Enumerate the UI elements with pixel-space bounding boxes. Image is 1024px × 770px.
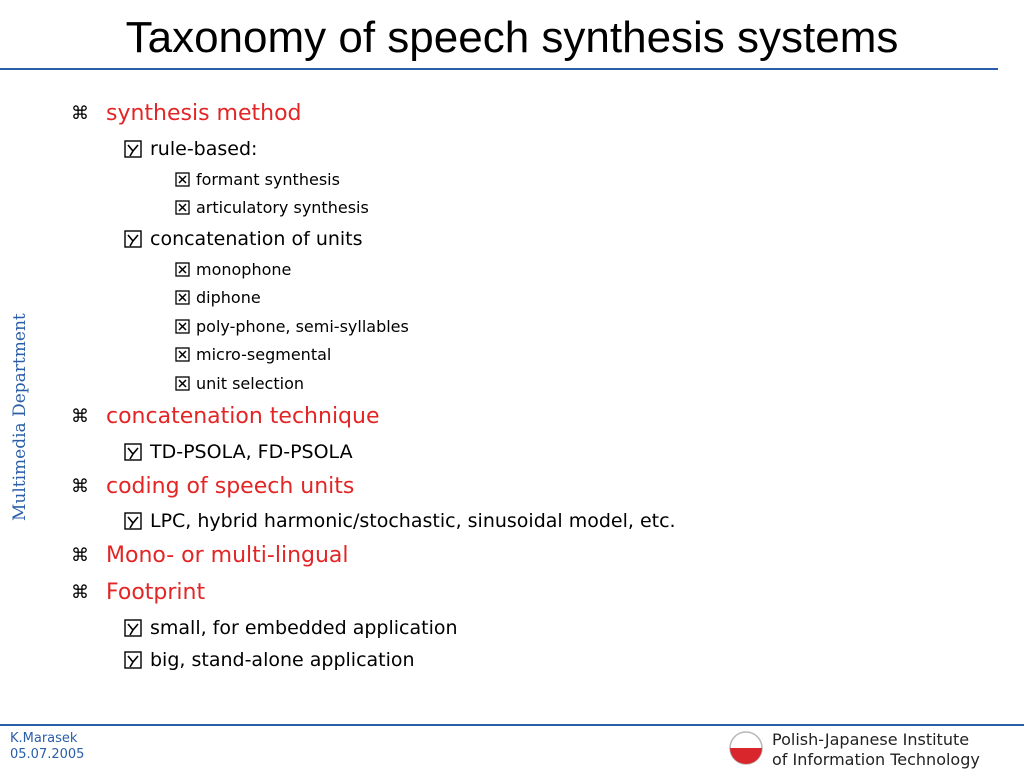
outline-item-concatenation-units xyxy=(124,228,363,250)
footer-credits xyxy=(10,731,84,763)
command-key-icon: ⌘ xyxy=(71,476,89,497)
outline-item-articulatory xyxy=(175,198,369,217)
cross-box-icon xyxy=(175,290,190,305)
outline-item-monophone xyxy=(175,260,291,279)
outline-item-label: formant synthesis xyxy=(196,170,340,189)
outline-item-concatenation-technique xyxy=(70,404,380,429)
outline-item-label: coding of speech units xyxy=(106,474,355,499)
outline-item-label: articulatory synthesis xyxy=(196,198,369,217)
outline-item-mono-multi xyxy=(70,543,349,568)
outline-item-label: monophone xyxy=(196,260,292,279)
cross-box-icon xyxy=(175,347,190,362)
outline-item-lpc xyxy=(124,510,676,532)
outline-item-label: big, stand-alone application xyxy=(150,649,415,671)
institute-name xyxy=(772,730,980,770)
logo-circle-icon xyxy=(728,730,764,770)
outline-item-footprint xyxy=(70,580,205,605)
institute-name-line2: of Information Technology xyxy=(772,750,980,769)
outline-item-label: concatenation of units xyxy=(150,228,363,250)
footer-divider xyxy=(0,724,1024,726)
command-key-icon: ⌘ xyxy=(71,103,89,124)
outline-item-label: Footprint xyxy=(106,580,206,605)
outline-item-label: Mono- or multi-lingual xyxy=(106,543,349,568)
cross-box-icon xyxy=(175,200,190,215)
outline-item-label: rule-based: xyxy=(150,138,258,160)
cross-box-icon xyxy=(175,172,190,187)
outline-item-label: unit selection xyxy=(196,374,304,393)
outline-item-small xyxy=(124,617,458,639)
outline-item-formant xyxy=(175,170,340,189)
check-box-icon xyxy=(124,512,142,530)
outline-item-diphone xyxy=(175,288,261,307)
check-box-icon xyxy=(124,651,142,669)
outline-item-unit-selection xyxy=(175,374,304,393)
footer-author: K.Marasek xyxy=(10,731,78,746)
outline-item-synthesis-method xyxy=(70,101,302,126)
outline-item-micro-segmental xyxy=(175,345,331,364)
side-department-label: Multimedia Department xyxy=(10,313,30,521)
command-key-icon: ⌘ xyxy=(71,406,89,427)
outline-item-label: concatenation technique xyxy=(106,404,380,429)
footer-date: 05.07.2005 xyxy=(10,747,85,762)
slide-title: Taxonomy of speech synthesis systems xyxy=(125,13,899,62)
institute-logo xyxy=(728,730,980,770)
outline-item-label: small, for embedded application xyxy=(150,617,458,639)
outline-item-psola xyxy=(124,441,353,463)
cross-box-icon xyxy=(175,319,190,334)
command-key-icon: ⌘ xyxy=(71,545,89,566)
check-box-icon xyxy=(124,230,142,248)
outline-item-big xyxy=(124,649,415,671)
outline-item-label: diphone xyxy=(196,288,261,307)
outline-item-label: LPC, hybrid harmonic/stochastic, sinusoidal model, etc. xyxy=(150,510,676,532)
title-divider xyxy=(0,68,998,70)
command-key-icon: ⌘ xyxy=(71,582,89,603)
outline-item-label: TD-PSOLA, FD-PSOLA xyxy=(150,441,353,463)
outline-item-label: poly-phone, semi-syllables xyxy=(196,317,409,336)
institute-name-line1: Polish-Japanese Institute xyxy=(772,730,970,749)
check-box-icon xyxy=(124,443,142,461)
outline-item-coding xyxy=(70,474,354,499)
check-box-icon xyxy=(124,140,142,158)
outline-item-label: synthesis method xyxy=(106,101,302,126)
check-box-icon xyxy=(124,619,142,637)
outline-item-label: micro-segmental xyxy=(196,345,332,364)
outline-item-polyphone xyxy=(175,317,409,336)
cross-box-icon xyxy=(175,376,190,391)
cross-box-icon xyxy=(175,262,190,277)
outline-item-rule-based xyxy=(124,138,257,160)
